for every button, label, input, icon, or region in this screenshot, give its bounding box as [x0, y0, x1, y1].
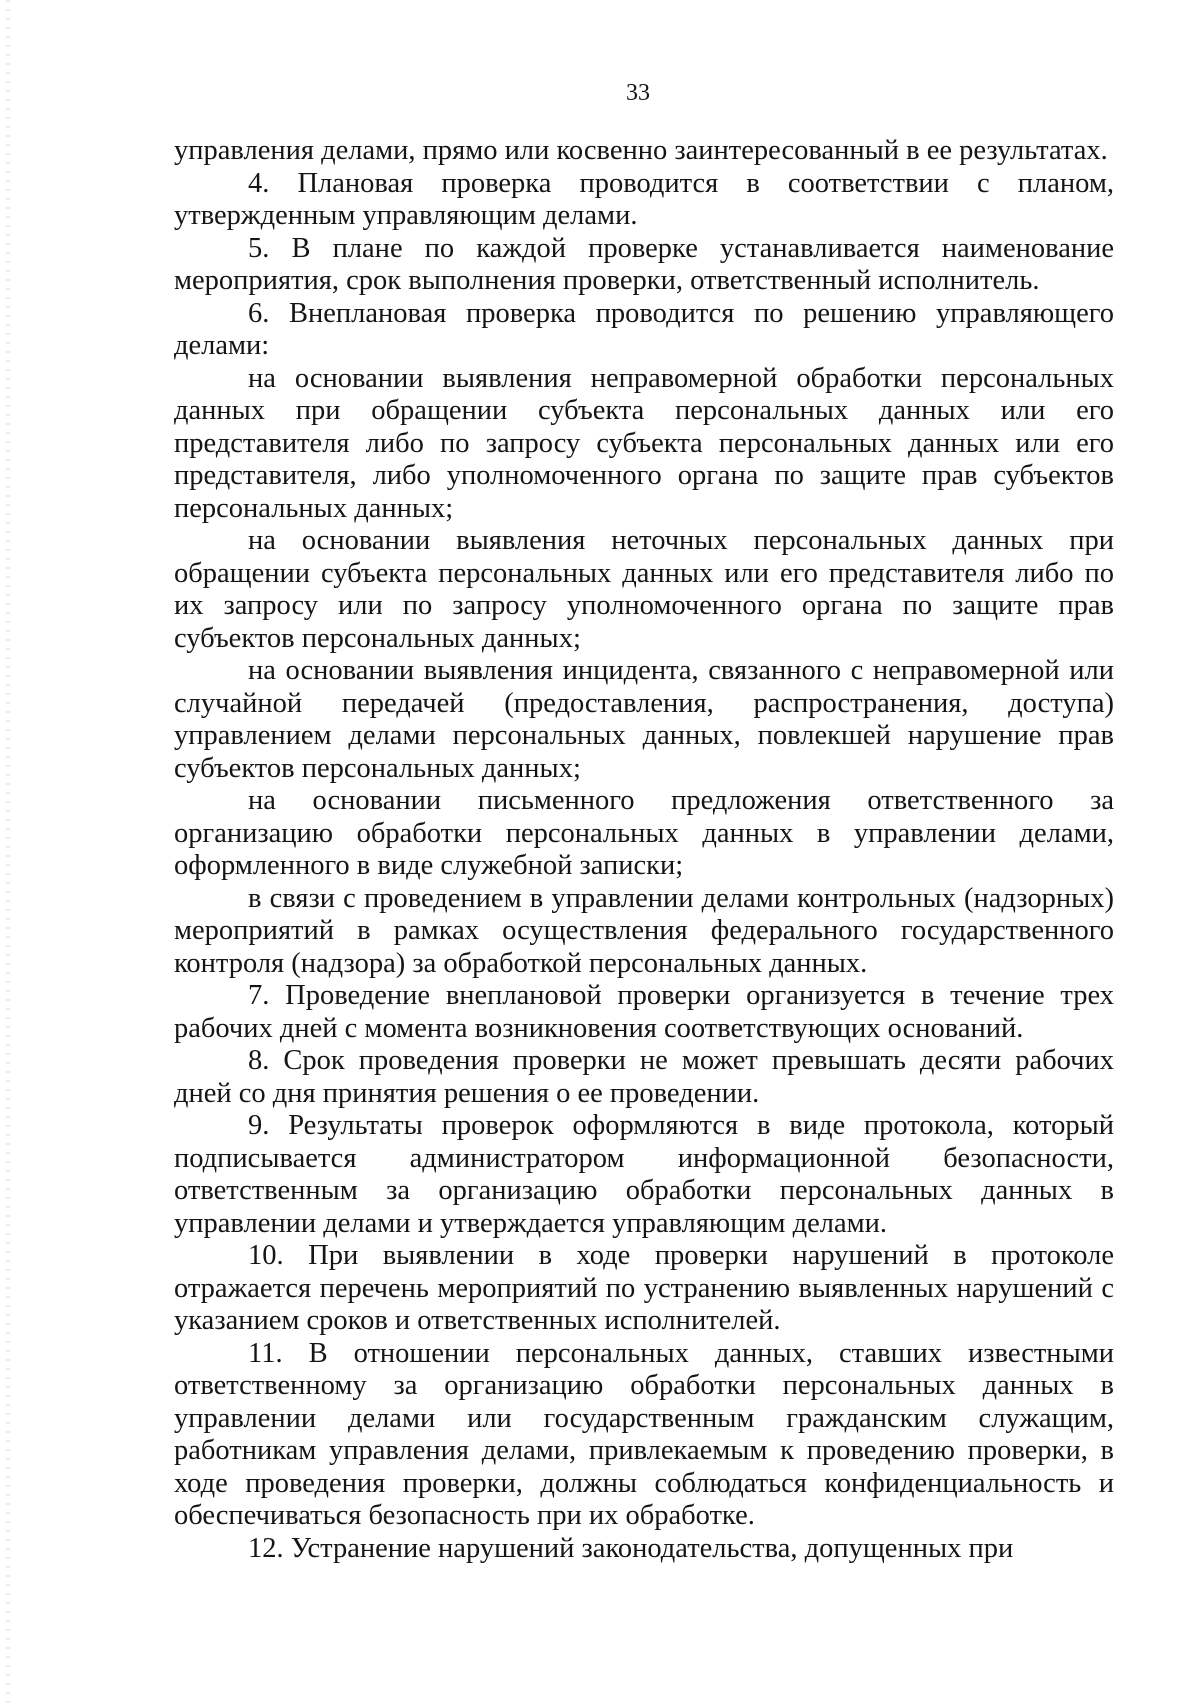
page-number: 33: [626, 80, 650, 106]
paragraph-item-6-reason-5: в связи с проведением в управлении делами контрольных (надзорных) мероприятий в рамках осуществления федерального государственного контроля (надзора) за обработкой персональных данных.: [174, 882, 1114, 979]
paragraph-item-6-reason-4: на основании письменного предложения ответственного за организацию обработки персональных данных в управлении делами, оформленного в виде служебной записки;: [174, 785, 1114, 881]
paragraph-item-12: 12. Устранение нарушений законодательства, допущенных при: [248, 1532, 1014, 1564]
paragraph-item-6: 6. Внеплановая проверка проводится по решению управляющего делами:: [174, 297, 1114, 361]
paragraph-item-10: 10. При выявлении в ходе проверки нарушений в протоколе отражается перечень мероприятий по устранению выявленных нарушений с указанием сроков и ответственных исполнителей.: [174, 1240, 1114, 1336]
paragraph-item-9: 9. Результаты проверок оформляются в виде протокола, который подписывается администратором информационной безопасности, ответственным за организацию обработки персональных данных в управлении делами и утверждается управляющим делами.: [174, 1110, 1114, 1239]
paragraph-item-5: 5. В плане по каждой проверке устанавливается наименование мероприятия, срок выполнения проверки, ответственный исполнитель.: [174, 232, 1114, 296]
paragraph-item-6-reason-2: на основании выявления неточных персональных данных при обращении субъекта персональных данных или его представителя либо по их запросу или по запросу уполномоченного органа по защите прав субъектов персональных данных;: [174, 525, 1114, 654]
paragraph-item-11: 11. В отношении персональных данных, ставших известными ответственному за организацию обработки персональных данных в управлении делами или государственным гражданским служащим, работникам управления делами, привлекаемым к проведению проверки, в ходе проведения проверки, должны соблюдаться конфиденциальность и обеспечиваться безопасность при их обработке.: [174, 1337, 1114, 1531]
paragraph-item-8: 8. Срок проведения проверки не может превышать десяти рабочих дней со дня принятия решения о ее проведении.: [174, 1045, 1114, 1109]
document-body: [174, 135, 1114, 1565]
paragraph-item-6-reason-3: на основании выявления инцидента, связанного с неправомерной или случайной передачей (предоставления, распространения, доступа) управлением делами персональных данных, повлекшей нарушение прав субъектов персональных данных;: [174, 655, 1114, 784]
scan-edge-artifact: [6, 0, 10, 1703]
paragraph-item-4: 4. Плановая проверка проводится в соответствии с планом, утвержденным управляющим делами.: [174, 167, 1114, 231]
paragraph-item-6-reason-1: на основании выявления неправомерной обработки персональных данных при обращении субъекта персональных данных или его представителя либо по запросу субъекта персональных данных или его представителя, либо уполномоченного органа по защите прав субъектов персональных данных;: [174, 362, 1114, 524]
paragraph-item-7: 7. Проведение внеплановой проверки организуется в течение трех рабочих дней с момента возникновения соответствующих оснований.: [174, 980, 1114, 1044]
paragraph-continuation: управления делами, прямо или косвенно заинтересованный в ее результатах.: [174, 135, 1108, 166]
